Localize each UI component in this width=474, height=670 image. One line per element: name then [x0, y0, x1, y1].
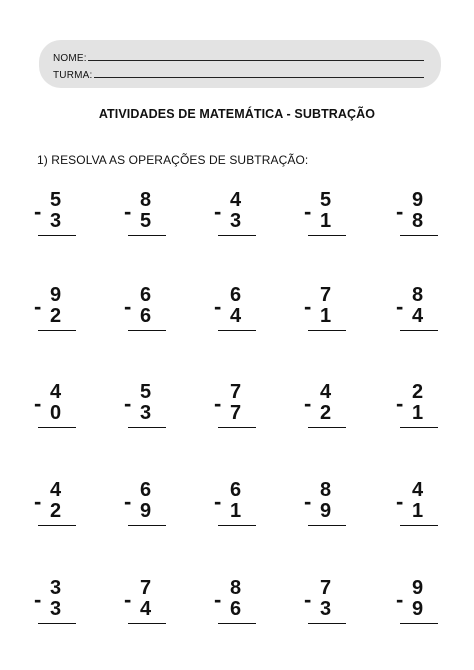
- minuend: 7: [320, 284, 332, 306]
- minus-sign: -: [304, 199, 312, 224]
- subtrahend: 4: [412, 305, 424, 327]
- minus-sign: -: [214, 294, 222, 319]
- minus-sign: -: [34, 199, 42, 224]
- answer-line[interactable]: [128, 525, 166, 526]
- problem: [304, 578, 364, 634]
- answer-line[interactable]: [308, 427, 346, 428]
- subtrahend: 4: [140, 598, 152, 620]
- problem: [34, 382, 94, 438]
- minus-sign: -: [396, 587, 404, 612]
- subtrahend: 3: [230, 210, 242, 232]
- minuend: 4: [320, 381, 332, 403]
- minus-sign: -: [124, 294, 132, 319]
- name-label: NOME:: [53, 53, 87, 64]
- problem: [214, 285, 274, 341]
- subtrahend: 6: [230, 598, 242, 620]
- answer-line[interactable]: [218, 525, 256, 526]
- minus-sign: -: [34, 391, 42, 416]
- minuend: 8: [412, 284, 424, 306]
- minus-sign: -: [396, 391, 404, 416]
- minuend: 9: [412, 577, 424, 599]
- subtrahend: 3: [50, 210, 62, 232]
- problem: [396, 285, 456, 341]
- minuend: 5: [320, 189, 332, 211]
- instruction-text: 1) RESOLVA AS OPERAÇÕES DE SUBTRAÇÃO:: [37, 153, 309, 167]
- subtrahend: 3: [140, 402, 152, 424]
- minuend: 5: [140, 381, 152, 403]
- problem: [124, 190, 184, 246]
- minuend: 3: [50, 577, 62, 599]
- minus-sign: -: [304, 294, 312, 319]
- answer-line[interactable]: [308, 525, 346, 526]
- problem: [304, 480, 364, 536]
- subtrahend: 2: [320, 402, 332, 424]
- problem: [214, 382, 274, 438]
- minuend: 8: [320, 479, 332, 501]
- subtrahend: 1: [320, 210, 332, 232]
- problem: [396, 382, 456, 438]
- minuend: 4: [50, 381, 62, 403]
- page-title: ATIVIDADES DE MATEMÁTICA - SUBTRAÇÃO: [98, 107, 376, 121]
- class-label: TURMA:: [53, 70, 93, 81]
- subtrahend: 2: [50, 500, 62, 522]
- answer-line[interactable]: [308, 235, 346, 236]
- minuend: 5: [50, 189, 62, 211]
- subtrahend: 3: [50, 598, 62, 620]
- subtrahend: 9: [412, 598, 424, 620]
- problem: [304, 190, 364, 246]
- subtrahend: 1: [412, 402, 424, 424]
- answer-line[interactable]: [38, 427, 76, 428]
- minuend: 7: [230, 381, 242, 403]
- answer-line[interactable]: [218, 235, 256, 236]
- problem: [304, 285, 364, 341]
- minus-sign: -: [124, 199, 132, 224]
- subtrahend: 8: [412, 210, 424, 232]
- minuend: 4: [412, 479, 424, 501]
- answer-line[interactable]: [308, 330, 346, 331]
- subtrahend: 1: [412, 500, 424, 522]
- answer-line[interactable]: [128, 235, 166, 236]
- minus-sign: -: [34, 587, 42, 612]
- minus-sign: -: [214, 199, 222, 224]
- minuend: 8: [140, 189, 152, 211]
- answer-line[interactable]: [218, 427, 256, 428]
- problem: [34, 190, 94, 246]
- answer-line[interactable]: [38, 330, 76, 331]
- problem: [214, 190, 274, 246]
- minuend: 7: [140, 577, 152, 599]
- answer-line[interactable]: [38, 623, 76, 624]
- answer-line[interactable]: [218, 623, 256, 624]
- subtrahend: 9: [320, 500, 332, 522]
- minus-sign: -: [214, 391, 222, 416]
- minus-sign: -: [304, 391, 312, 416]
- minus-sign: -: [214, 587, 222, 612]
- subtrahend: 3: [320, 598, 332, 620]
- subtrahend: 6: [140, 305, 152, 327]
- answer-line[interactable]: [38, 235, 76, 236]
- answer-line[interactable]: [308, 623, 346, 624]
- answer-line[interactable]: [400, 623, 438, 624]
- minuend: 9: [50, 284, 62, 306]
- subtrahend: 1: [230, 500, 242, 522]
- minuend: 6: [140, 479, 152, 501]
- subtrahend: 7: [230, 402, 242, 424]
- problem: [214, 578, 274, 634]
- answer-line[interactable]: [128, 330, 166, 331]
- problem: [124, 578, 184, 634]
- problem: [124, 285, 184, 341]
- minuend: 6: [140, 284, 152, 306]
- minus-sign: -: [34, 489, 42, 514]
- minuend: 4: [230, 189, 242, 211]
- problem: [124, 382, 184, 438]
- minus-sign: -: [124, 489, 132, 514]
- subtrahend: 2: [50, 305, 62, 327]
- problem: [34, 480, 94, 536]
- answer-line[interactable]: [38, 525, 76, 526]
- answer-line[interactable]: [218, 330, 256, 331]
- minuend: 6: [230, 479, 242, 501]
- subtrahend: 5: [140, 210, 152, 232]
- problem: [396, 190, 456, 246]
- minus-sign: -: [304, 587, 312, 612]
- minuend: 7: [320, 577, 332, 599]
- problem: [304, 382, 364, 438]
- answer-line[interactable]: [128, 623, 166, 624]
- answer-line[interactable]: [400, 330, 438, 331]
- minus-sign: -: [396, 199, 404, 224]
- problem: [34, 578, 94, 634]
- subtrahend: 4: [230, 305, 242, 327]
- minuend: 4: [50, 479, 62, 501]
- minuend: 2: [412, 381, 424, 403]
- problem: [214, 480, 274, 536]
- minus-sign: -: [34, 294, 42, 319]
- answer-line[interactable]: [400, 525, 438, 526]
- subtrahend: 0: [50, 402, 62, 424]
- minuend: 8: [230, 577, 242, 599]
- problem: [124, 480, 184, 536]
- minuend: 9: [412, 189, 424, 211]
- minus-sign: -: [214, 489, 222, 514]
- answer-line[interactable]: [400, 235, 438, 236]
- minus-sign: -: [304, 489, 312, 514]
- minus-sign: -: [396, 294, 404, 319]
- minus-sign: -: [396, 489, 404, 514]
- answer-line[interactable]: [400, 427, 438, 428]
- subtrahend: 9: [140, 500, 152, 522]
- minus-sign: -: [124, 391, 132, 416]
- problem: [34, 285, 94, 341]
- answer-line[interactable]: [128, 427, 166, 428]
- subtrahend: 1: [320, 305, 332, 327]
- minus-sign: -: [124, 587, 132, 612]
- problem: [396, 578, 456, 634]
- problem: [396, 480, 456, 536]
- minuend: 6: [230, 284, 242, 306]
